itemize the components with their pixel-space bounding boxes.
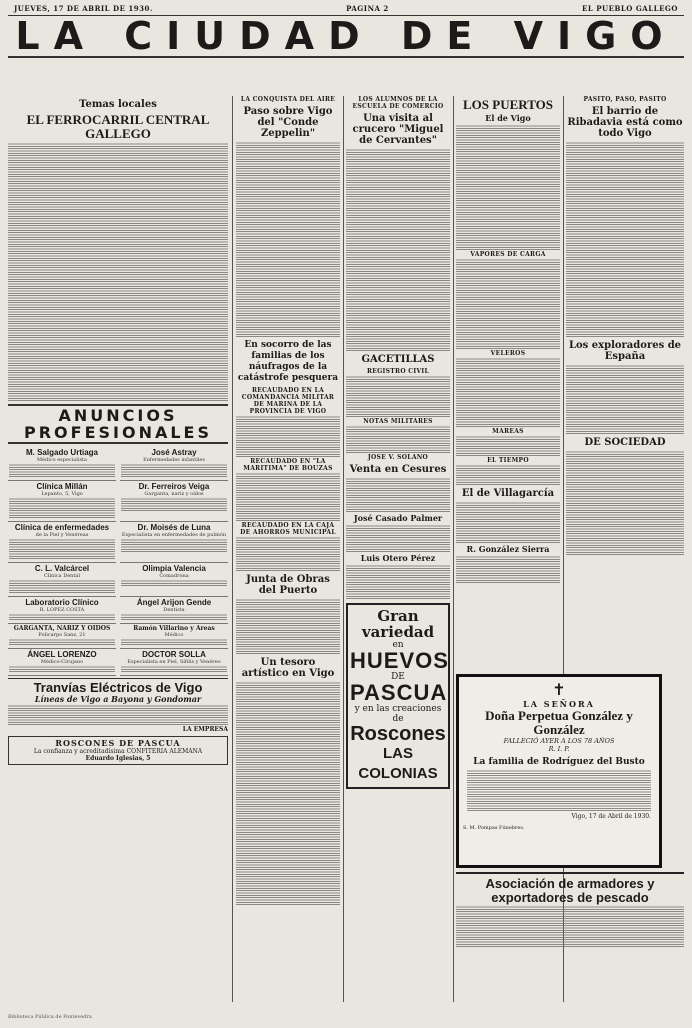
huevos-ad: Gran variedad en HUEVOS DE PASCUA y en las creaciones de Roscones LAS COLONIAS — [346, 603, 450, 789]
tram-ad — [8, 678, 228, 733]
column-1 — [8, 96, 228, 765]
ads-band: ANUNCIOS PROFESIONALES — [8, 404, 228, 444]
ad-12: ÁNGEL LORENZO Médico-Cirujano — [8, 649, 116, 676]
ads-grid — [8, 447, 228, 676]
puertos-title: LOS PUERTOS — [463, 97, 553, 112]
cesures-title: Venta en Cesures — [349, 464, 447, 475]
masthead: LA CIUDAD DE VIGO — [8, 15, 684, 58]
column-3: LOS ALUMNOS DE LA ESCUELA DE COMERCIO Una visita al crucero "Miguel de Cervantes" GACETILLAS REGISTRO CIVIL NOTAS MILITARES JOSE V. SOLANO Venta en Cesures José Casado Palmer Luis Otero Pérez Gran variedad en HUEVOS DE PASCUA y en las creaciones de Roscones LAS COLONIAS — [346, 96, 450, 789]
villagarcia-title: El de Villagarcía — [461, 488, 555, 499]
crucero-title: Una visita al crucero "Miguel de Cervantes" — [352, 113, 444, 146]
exploradores-title: Los exploradores de España — [568, 340, 682, 362]
page-number: PAGINA 2 — [346, 4, 389, 13]
ad-0: M. Salgado Urtiaga Médico especialista — [8, 447, 116, 481]
newspaper-page — [8, 4, 684, 1020]
sociedad-title: DE SOCIEDAD — [584, 437, 666, 448]
obituary-box: ✝ LA SEÑORA Doña Perpetua González y González FALLECIÓ AYER A LOS 78 AÑOS R. I. P. La familia de Rodríguez del Busto Vigo, 17 de Abril de 1930. S. M. Pompas Fúnebres. — [456, 674, 662, 868]
ad-11: Ramón Villarino y Areas Médico — [120, 624, 228, 649]
roscones-name: Eduardo Iglesias, 5 — [85, 755, 151, 762]
column-4: LOS PUERTOS El de Vigo VAPORES DE CARGA VELEROS MAREAS EL TIEMPO El de Villagarcía R. González Sierra — [456, 96, 560, 584]
tesoro-title: Un tesoro artístico en Vigo — [241, 657, 335, 679]
gacetillas-title: GACETILLAS — [361, 354, 435, 365]
gonzalez-sierra-title: R. González Sierra — [466, 544, 550, 554]
ad-9: Ángel Arijon Gende Dentista — [120, 597, 228, 624]
armadores-ad: Asociación de armadores y exportadores de pescado — [456, 872, 684, 990]
kicker: LA CONQUISTA DEL AIRE — [240, 96, 336, 103]
zeppelin-title: Paso sobre Vigo del "Conde Zeppelin" — [243, 106, 333, 139]
dateline: JUEVES, 17 DE ABRIL DE 1930. — [14, 4, 153, 13]
roscones-ad — [8, 736, 228, 765]
ad-8: Laboratorio Clínico R. LOPEZ COSTA — [8, 597, 116, 624]
ad-10: GARGANTA, NARIZ Y OIDOS Policarpo Sanz, 21 — [8, 624, 116, 649]
socorro-title: En socorro de las familias de los náufragos de la catástrofe pesquera — [237, 340, 339, 383]
ad-5: Dr. Moisés de Luna Especialista en enfermedades de pulmón — [120, 522, 228, 563]
ad-7: Olimpia Valencia Comadrona — [120, 563, 228, 597]
tram-sign: LA EMPRESA — [182, 726, 228, 733]
column-5: PASITO, PASO, PASITO El barrio de Ribadavia está como todo Vigo Los exploradores de España DE SOCIEDAD — [566, 96, 684, 556]
cross-icon: ✝ — [552, 680, 566, 699]
ad-3: Dr. Ferreiros Veiga Garganta, nariz y oídos — [120, 481, 228, 522]
tram-title: Tranvías Eléctricos de Vigo — [33, 680, 203, 695]
roscones-title: ROSCONES DE PASCUA — [55, 738, 181, 748]
deceased-name: Doña Perpetua González y González — [485, 708, 633, 737]
family-name: La familia de Rodríguez del Busto — [473, 757, 645, 767]
ad-6: C. L. Valcárcel Clínica Dental — [8, 563, 116, 597]
roscones-sub: La confianza y acreditadísima CONFITERIA ALEMANA — [33, 748, 203, 755]
ad-1: José Astray Enfermedades infantiles — [120, 447, 228, 481]
section-title: Temas locales — [79, 99, 157, 110]
junta-title: Junta de Obras del Puerto — [246, 574, 330, 596]
page-header — [8, 4, 684, 13]
tram-subtitle: Líneas de Vigo a Bayona y Gondomar — [34, 694, 202, 704]
ad-2: Clínica Millán Lepanto, 5, Vigo — [8, 481, 116, 522]
ribadavia-title: El barrio de Ribadavia está como todo Vigo — [567, 106, 683, 139]
paper-name: EL PUEBLO GALLEGO — [582, 4, 678, 13]
column-2: LA CONQUISTA DEL AIRE Paso sobre Vigo del "Conde Zeppelin" En socorro de las familias de los náufragos de la catástrofe pesquera RECAUDADO EN LA COMANDANCIA MILITAR DE MARINA DE LA PROVINCIA DE VIGO RECAUDADO EN "LA MARITIMA" DE BOUZAS RECAUDADO EN LA CAJA DE AHORROS MUNICIPAL Junta de Obras del Puerto Un tesoro artístico en Vigo — [236, 96, 340, 906]
footer-credit: Biblioteca Pública de Pontevedra — [8, 1014, 92, 1020]
ad-13: DOCTOR SOLLA Especialista en Piel, Sífilis y Venéreo — [120, 649, 228, 676]
ad-4: Clínica de enfermedades de la Piel y Venéreas — [8, 522, 116, 563]
otero-title: Luis Otero Pérez — [360, 553, 436, 563]
casado-title: José Casado Palmer — [353, 513, 443, 523]
article-title: EL FERROCARRIL CENTRAL GALLEGO — [26, 112, 210, 141]
